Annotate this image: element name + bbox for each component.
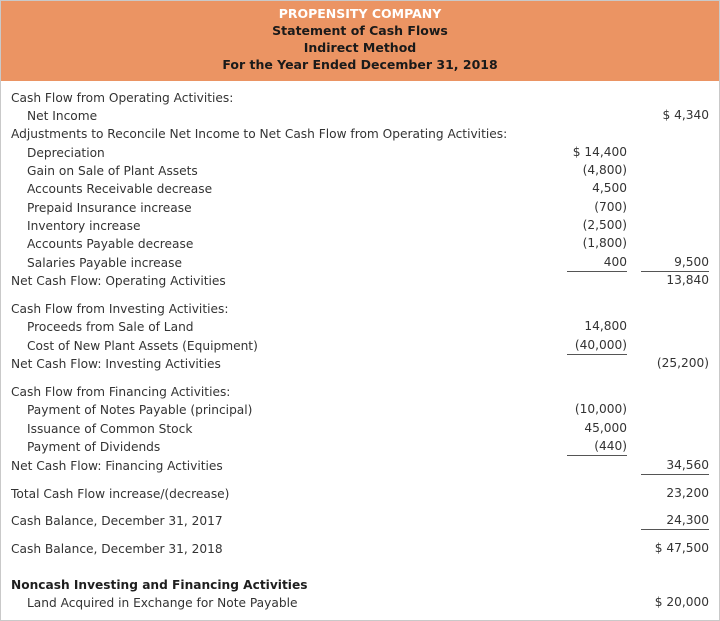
operating-net-row <box>1 272 719 291</box>
net-income-row <box>1 107 719 126</box>
line-item-amount: 4,500 <box>592 181 627 195</box>
line-item-label: Gain on Sale of Plant Assets <box>27 164 198 178</box>
noncash-heading-row <box>1 576 719 595</box>
financing-net-row <box>1 457 719 476</box>
line-item-amount: $ 14,400 <box>572 145 627 159</box>
line-item-amount: 400 <box>567 254 627 272</box>
line-item-amount: 14,800 <box>584 319 627 333</box>
financing-heading-row <box>1 383 719 402</box>
beginning-balance-row <box>1 512 719 531</box>
line-item-amount: (440) <box>567 438 627 456</box>
statement-header <box>1 1 719 81</box>
line-item-row <box>1 254 719 273</box>
line-item-label: Prepaid Insurance increase <box>27 201 192 215</box>
operating-net-label: Net Cash Flow: Operating Activities <box>11 274 226 288</box>
financing-net-label: Net Cash Flow: Financing Activities <box>11 459 223 473</box>
period-label: For the Year Ended December 31, 2018 <box>222 57 498 72</box>
beginning-balance-total: 24,300 <box>641 512 709 530</box>
total-change-row <box>1 485 719 504</box>
adjustments-total: 9,500 <box>641 254 709 272</box>
operating-heading-row <box>1 89 719 108</box>
line-item-row <box>1 318 719 337</box>
line-item-row <box>1 438 719 457</box>
adjustments-heading: Adjustments to Reconcile Net Income to Net Cash Flow from Operating Activities: <box>11 127 508 141</box>
line-item-label: Payment of Dividends <box>27 440 161 454</box>
operating-heading: Cash Flow from Operating Activities: <box>11 91 234 105</box>
net-income-total: $ 4,340 <box>662 108 709 122</box>
total-change-label: Total Cash Flow increase/(decrease) <box>11 487 230 501</box>
company-name: PROPENSITY COMPANY <box>278 6 442 21</box>
line-item-amount: (1,800) <box>582 236 627 250</box>
total-change-total: 23,200 <box>666 486 709 500</box>
line-item-amount: (4,800) <box>582 163 627 177</box>
line-item-label: Inventory increase <box>27 219 141 233</box>
operating-net-total: 13,840 <box>666 273 709 287</box>
line-item-label: Accounts Receivable decrease <box>27 182 213 196</box>
financing-net-total: 34,560 <box>641 457 709 475</box>
line-item-row <box>1 217 719 236</box>
noncash-heading: Noncash Investing and Financing Activities <box>11 578 308 592</box>
line-item-amount: 45,000 <box>584 421 627 435</box>
beginning-balance-label: Cash Balance, December 31, 2017 <box>11 514 223 528</box>
noncash-item-row <box>1 594 719 613</box>
ending-balance-label: Cash Balance, December 31, 2018 <box>11 542 223 556</box>
line-item-row <box>1 337 719 356</box>
line-item-row <box>1 180 719 199</box>
line-item-label: Cost of New Plant Assets (Equipment) <box>27 339 258 353</box>
adjustments-heading-row <box>1 125 719 144</box>
line-item-row <box>1 401 719 420</box>
line-item-amount: (40,000) <box>567 337 627 355</box>
line-item-label: Depreciation <box>27 146 105 160</box>
investing-heading: Cash Flow from Investing Activities: <box>11 302 229 316</box>
line-item-row <box>1 144 719 163</box>
financing-heading: Cash Flow from Financing Activities: <box>11 385 231 399</box>
statement-title: Statement of Cash Flows <box>272 23 448 38</box>
ending-balance-total: $ 47,500 <box>654 541 709 555</box>
investing-net-row <box>1 355 719 374</box>
ending-balance-row <box>1 540 719 559</box>
line-item-amount: (2,500) <box>582 218 627 232</box>
line-item-row <box>1 235 719 254</box>
line-item-label: Payment of Notes Payable (principal) <box>27 403 253 417</box>
line-item-amount: (700) <box>594 200 627 214</box>
investing-net-total: (25,200) <box>656 356 709 370</box>
line-item-label: Salaries Payable increase <box>27 256 182 270</box>
line-item-label: Proceeds from Sale of Land <box>27 320 194 334</box>
line-item-amount: (10,000) <box>574 402 627 416</box>
method-label: Indirect Method <box>303 40 417 55</box>
net-income-label: Net Income <box>27 109 98 123</box>
noncash-item-total: $ 20,000 <box>654 595 709 609</box>
line-item-row <box>1 162 719 181</box>
noncash-item-label: Land Acquired in Exchange for Note Payable <box>27 596 298 610</box>
line-item-label: Accounts Payable decrease <box>27 237 194 251</box>
line-item-row <box>1 199 719 218</box>
line-item-row <box>1 420 719 439</box>
investing-net-label: Net Cash Flow: Investing Activities <box>11 357 221 371</box>
investing-heading-row <box>1 300 719 319</box>
line-item-label: Issuance of Common Stock <box>27 422 193 436</box>
